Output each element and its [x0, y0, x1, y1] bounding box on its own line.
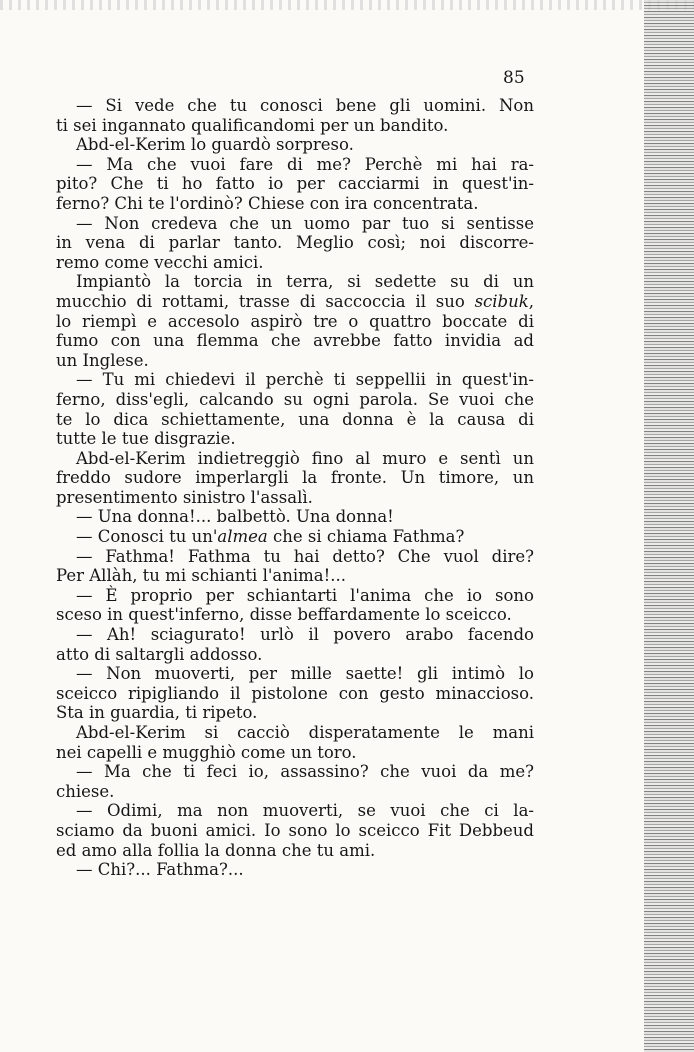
text-run: freddo sudore imperlargli la fronte. Un timore, un: [56, 468, 534, 488]
text-run: Impiantò la torcia in terra, si sedette su di un: [76, 272, 534, 292]
text-run: Abd-el-Kerim lo guardò sorpreso.: [76, 135, 354, 155]
text-line: [56, 860, 534, 880]
text-line: [56, 272, 534, 292]
text-run: — Si vede che tu conosci bene gli uomini. Non: [76, 96, 534, 115]
text-line: [56, 135, 534, 155]
text-line: [56, 821, 534, 841]
italic-word: almea: [217, 527, 268, 547]
text-run: Abd-el-Kerim si cacciò disperatamente le mani: [76, 723, 534, 742]
text-run: pito? Che ti ho fatto io per cacciarmi in quest'in-: [56, 174, 534, 194]
text-run: ferno? Chi te l'ordinò? Chiese con ira concentrata.: [56, 193, 479, 213]
text-line: [56, 762, 534, 782]
text-line: [56, 292, 534, 312]
text-line: [56, 547, 534, 567]
text-line: [56, 233, 534, 253]
text-line: [56, 664, 534, 684]
text-line: [56, 841, 534, 861]
text-line: [56, 468, 534, 488]
text-run: — Una donna!... balbettò. Una donna!: [76, 507, 394, 527]
text-line: [56, 782, 534, 802]
text-run: te lo dica schiettamente, una donna è la causa di: [56, 409, 534, 429]
text-run: ferno, diss'egli, calcando su ogni parola. Se vuoi che: [56, 389, 534, 409]
text-run: ed amo alla follia la donna che tu ami.: [56, 840, 376, 860]
text-line: [56, 155, 534, 175]
text-line: [56, 331, 534, 351]
text-run: — Ah! sciagurato! urlò il povero arabo facendo: [76, 625, 534, 645]
page-edge-top-shadow: [0, 0, 694, 10]
text-run: sciamo da buoni amici. Io sono lo sceicco Fit Debbeud: [56, 820, 534, 840]
text-run: — Tu mi chiedevi il perchè ti seppellii in quest'in-: [76, 370, 534, 390]
text-line: [56, 684, 534, 704]
text-run: un Inglese.: [56, 350, 149, 370]
body-text: [56, 96, 534, 880]
text-line: [56, 429, 534, 449]
text-line: [56, 527, 534, 547]
text-line: [56, 586, 534, 606]
text-run: sceicco ripigliando il pistolone con gesto minaccioso.: [56, 683, 534, 703]
text-run: ti sei ingannato qualificandomi per un bandito.: [56, 115, 449, 135]
text-run: ,: [528, 291, 534, 311]
text-line: [56, 174, 534, 194]
text-run: — Ma che vuoi fare di me? Perchè mi hai ra-: [76, 154, 534, 174]
text-line: [56, 703, 534, 723]
text-run: nei capelli e mugghiò come un toro.: [56, 742, 357, 762]
text-line: [56, 116, 534, 136]
text-run: — Ma che ti feci io, assassino? che vuoi da me?: [76, 762, 534, 782]
text-run: — Non credeva che un uomo par tuo si sentisse: [76, 213, 534, 233]
text-line: [56, 743, 534, 763]
text-line: [56, 645, 534, 665]
text-line: [56, 801, 534, 821]
text-line: [56, 605, 534, 625]
text-line: [56, 488, 534, 508]
text-line: [56, 312, 534, 332]
text-run: — È proprio per schiantarti l'anima che io sono: [76, 585, 534, 605]
text-run: mucchio di rottami, trasse di saccoccia il suo: [56, 291, 475, 311]
text-line: [56, 214, 534, 234]
text-run: lo riempì e accesolo aspirò tre o quattro boccate di: [56, 311, 534, 331]
page-edge-right-shadow: [644, 0, 694, 1052]
text-run: atto di saltargli addosso.: [56, 644, 263, 664]
text-line: [56, 507, 534, 527]
text-run: Sta in guardia, ti ripeto.: [56, 703, 258, 723]
text-line: [56, 96, 534, 116]
text-run: tutte le tue disgrazie.: [56, 429, 236, 449]
text-run: chiese.: [56, 781, 115, 801]
text-line: [56, 370, 534, 390]
text-run: — Fathma! Fathma tu hai detto? Che vuol dire?: [76, 546, 534, 566]
text-run: Per Allàh, tu mi schianti l'anima!...: [56, 566, 346, 586]
text-run: remo come vecchi amici.: [56, 252, 264, 272]
text-line: [56, 351, 534, 371]
italic-word: scibuk: [474, 291, 529, 311]
text-line: [56, 449, 534, 469]
text-line: [56, 410, 534, 430]
text-line: [56, 194, 534, 214]
page-number: 85: [503, 68, 525, 88]
text-run: — Conosci tu un': [76, 527, 218, 547]
text-run: presentimento sinistro l'assalì.: [56, 487, 313, 507]
text-run: sceso in quest'inferno, disse beffardamente lo sceicco.: [56, 605, 512, 625]
text-line: [56, 723, 534, 743]
text-line: [56, 566, 534, 586]
text-line: [56, 253, 534, 273]
text-line: [56, 625, 534, 645]
text-run: Abd-el-Kerim indietreggiò fino al muro e sentì un: [76, 448, 534, 468]
text-run: fumo con una flemma che avrebbe fatto invidia ad: [56, 331, 534, 351]
text-line: [56, 390, 534, 410]
text-run: in vena di parlar tanto. Meglio così; noi discorre-: [56, 233, 534, 253]
text-run: — Chi?... Fathma?...: [76, 860, 244, 880]
text-run: — Non muoverti, per mille saette! gli intimò lo: [76, 664, 534, 684]
text-run: che si chiama Fathma?: [267, 527, 465, 547]
text-run: — Odimi, ma non muoverti, se vuoi che ci la-: [76, 801, 534, 821]
